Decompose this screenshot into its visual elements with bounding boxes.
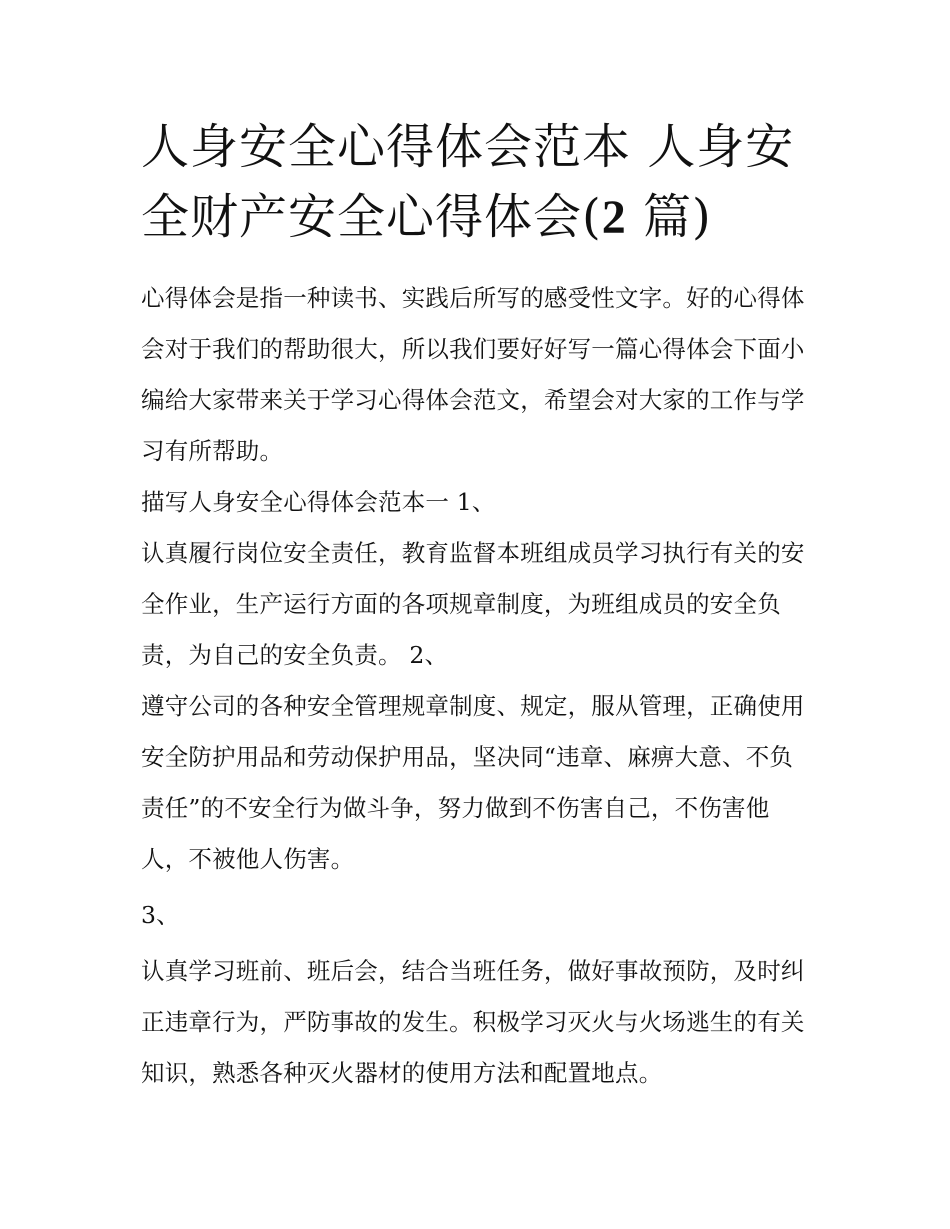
title-line-2-number: 2 (601, 191, 627, 244)
title-line-2-suffix: 篇) (626, 189, 712, 245)
paragraph-intro: 心得体会是指一种读书、实践后所写的感受性文字。好的心得体会对于我们的帮助很大，所以我们要好好写一篇心得体会下面小编给大家带来关于学习心得体会范文，希望会对大家的工作与学习有所帮助。 (141, 284, 805, 465)
document-title (141, 112, 813, 253)
title-line-1: 人身安全心得体会范本 人身安 (141, 119, 795, 175)
paragraph-item-2: 遵守公司的各种安全管理规章制度、规定，服从管理，正确使用安全防护用品和劳动保护用品，坚决同“违章、麻痹大意、不负责任”的不安全行为做斗争，努力做到不伤害自己，不伤害他人，不被他人伤害。 (141, 692, 805, 873)
paragraph-item-1: 认真履行岗位安全责任，教育监督本班组成员学习执行有关的安全作业，生产运行方面的各项规章制度，为班组成员的安全负责，为自己的安全负责。 2、 (141, 539, 805, 669)
document-content (141, 112, 813, 1099)
paragraph-section-heading: 描写人身安全心得体会范本一 1、 (141, 488, 496, 516)
paragraph-item-3-number: 3、 (141, 901, 180, 929)
paragraph-item-3: 认真学习班前、班后会，结合当班任务，做好事故预防，及时纠正违章行为，严防事故的发生。积极学习灭火与火场逃生的有关知识，熟悉各种灭火器材的使用方法和配置地点。 (141, 957, 805, 1087)
title-line-2-prefix: 全财产安全心得体会( (141, 189, 602, 245)
